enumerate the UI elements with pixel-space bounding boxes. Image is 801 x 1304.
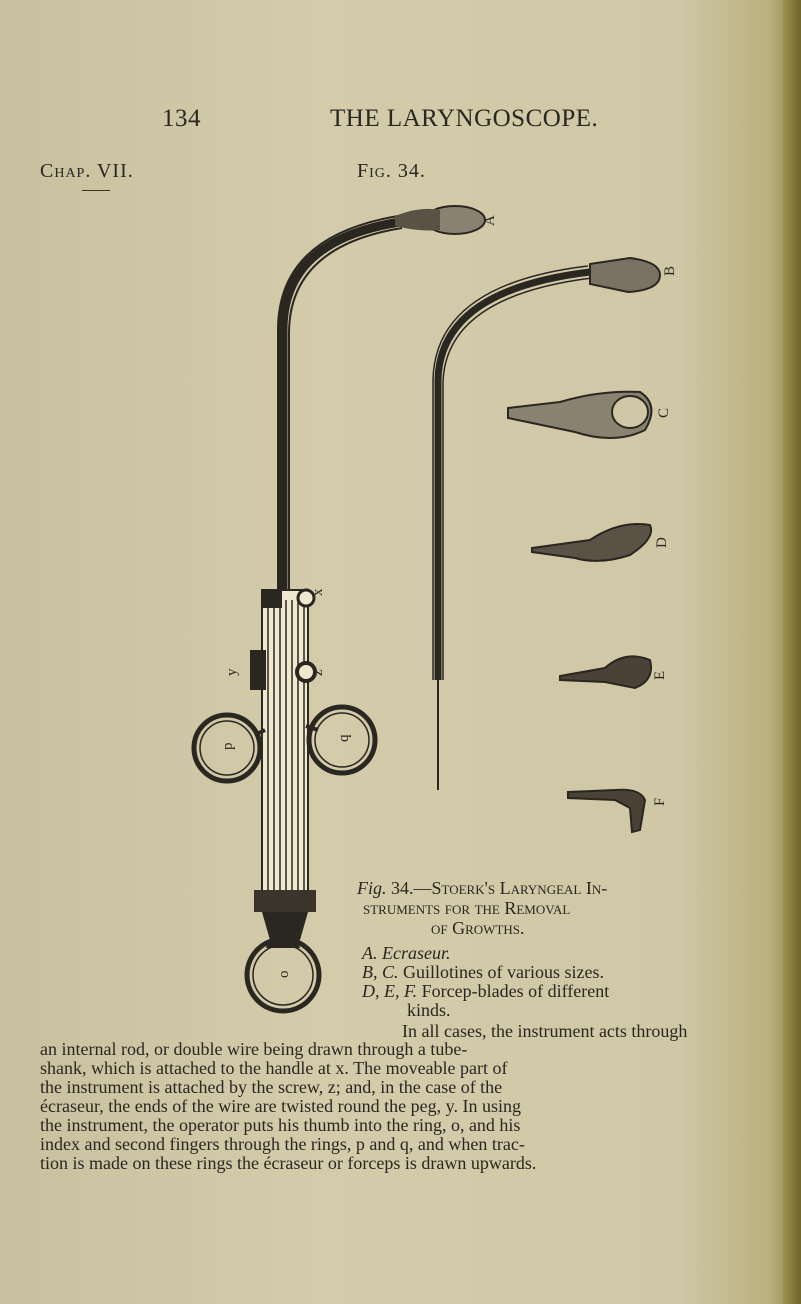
label-d: D [654, 537, 670, 548]
forcep-blade-d [532, 524, 651, 561]
body-line-1: an internal rod, or double wire being drawn through a tube- [40, 1039, 468, 1059]
body-line-4: écraseur, the ends of the wire are twisted round the peg, y. In using [40, 1096, 521, 1116]
caption-item-a-key: A. [362, 943, 378, 963]
caption-title-line-2: struments for the Removal [363, 898, 571, 918]
label-o: o [276, 970, 292, 978]
label-p: p [220, 742, 236, 750]
label-f: F [652, 797, 668, 806]
caption-item-bc-key: B, C. [362, 962, 399, 982]
caption-item-a-text: Ecraseur. [377, 943, 451, 963]
running-title: THE LARYNGOSCOPE. [330, 105, 599, 132]
body-line-3: the instrument is attached by the screw, z; and, in the case of the [40, 1077, 503, 1097]
page-number: 134 [162, 105, 201, 132]
caption-item-bc-text: Guillotines of various sizes. [398, 962, 604, 982]
forcep-blade-e [560, 656, 651, 688]
body-line-6: index and second fingers through the rings, p and q, and when trac- [40, 1134, 525, 1154]
label-e: E [652, 670, 668, 680]
body-line-5: the instrument, the operator puts his thumb into the ring, o, and his [40, 1115, 521, 1135]
chapter-label: Chap. VII. [40, 160, 134, 182]
label-a: A [482, 215, 498, 226]
label-x: x [310, 588, 326, 596]
caption-title-line-1 [357, 878, 607, 898]
caption-item-def-text: Forcep-blades of different [417, 981, 610, 1001]
body-line-2: shank, which is attached to the handle at x. The moveable part of [40, 1058, 508, 1078]
caption-title-1: Stoerk's Laryngeal In- [431, 878, 608, 898]
caption-item-a [362, 943, 451, 963]
figure-label: Fig. 34. [357, 160, 426, 182]
label-c: C [656, 407, 672, 418]
caption-item-def [362, 981, 609, 1001]
caption-item-bc [362, 962, 604, 982]
label-q: q [336, 734, 352, 742]
caption-fig-number: 34.— [386, 878, 432, 898]
caption-item-def-cont: kinds. [407, 1000, 451, 1020]
label-z: z [310, 669, 326, 676]
guillotine-blade-c [508, 392, 651, 438]
paragraph-first-line: In all cases, the instrument acts through [402, 1021, 688, 1041]
forcep-blade-f [568, 790, 645, 832]
body-line-7: tion is made on these rings the écraseur or forceps is drawn upwards. [40, 1153, 537, 1173]
label-b: B [662, 265, 678, 276]
caption-item-def-key: D, E, F. [362, 981, 418, 1001]
caption-fig-prefix: Fig. [357, 878, 387, 898]
caption-title-line-3: of Growths. [431, 918, 525, 938]
label-y: y [224, 668, 240, 676]
